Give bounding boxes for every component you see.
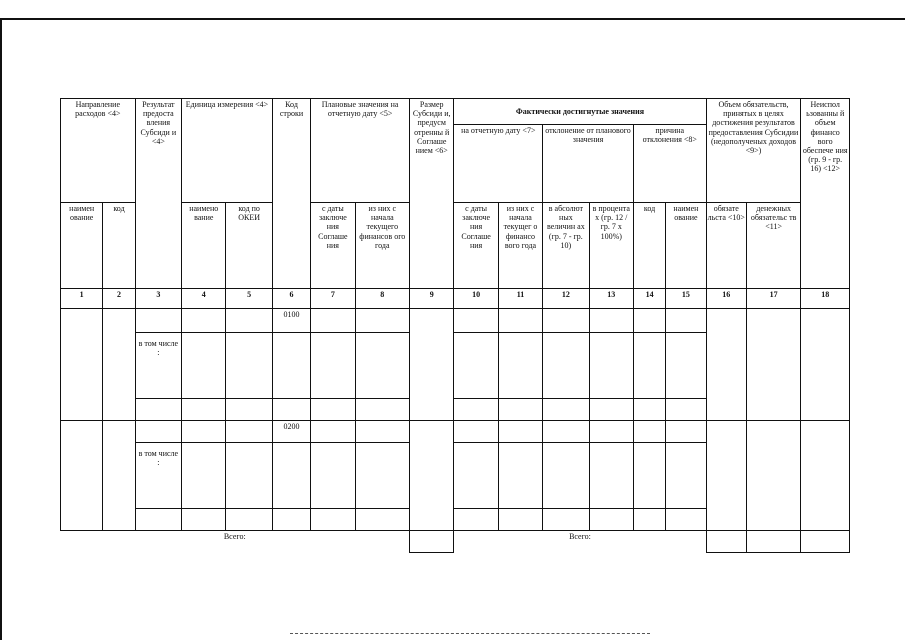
cell (272, 399, 310, 421)
header-result: Результат предоста вления Субсиди и <4> (135, 99, 181, 289)
subheader-unit-name: наимено вание (182, 203, 226, 289)
cell (633, 421, 665, 443)
page-frame-left (0, 18, 2, 640)
column-number: 13 (589, 289, 633, 309)
cell (311, 399, 355, 421)
total-unused-cell (801, 531, 850, 553)
column-number: 7 (311, 289, 355, 309)
cell (543, 309, 589, 333)
cell (135, 399, 181, 421)
subheader-unit-okei: код по ОКЕИ (226, 203, 272, 289)
total-obligations-cell (706, 531, 746, 553)
including-label: в том числе : (135, 333, 181, 399)
cell (589, 333, 633, 399)
including-label: в том числе : (135, 443, 181, 509)
cell (454, 421, 498, 443)
subheader-dev-abs: в абсолют ных величин ах (гр. 7 - гр. 10) (543, 203, 589, 289)
cell (454, 333, 498, 399)
cell (498, 399, 542, 421)
cell (589, 421, 633, 443)
page-frame-bottom (290, 633, 650, 635)
subsidy-report-table (60, 98, 850, 553)
cell (182, 509, 226, 531)
cell (633, 509, 665, 531)
cell (311, 309, 355, 333)
cell (182, 399, 226, 421)
page-frame-top (0, 18, 905, 20)
cell (103, 309, 135, 421)
cell (135, 421, 181, 443)
cell (746, 309, 800, 421)
cell (355, 399, 409, 421)
column-number: 6 (272, 289, 310, 309)
cell (633, 309, 665, 333)
total-label-1: Всего: (223, 532, 246, 541)
cell (633, 333, 665, 399)
cell (801, 309, 850, 421)
cell (498, 443, 542, 509)
column-number: 18 (801, 289, 850, 309)
cell (355, 509, 409, 531)
cell (498, 421, 542, 443)
header-direction: Направление расходов <4> (61, 99, 136, 203)
cell (182, 443, 226, 509)
cell (135, 309, 181, 333)
cell (226, 509, 272, 531)
cell (498, 333, 542, 399)
cell (801, 421, 850, 531)
cell (410, 309, 454, 421)
cell (103, 421, 135, 531)
cell (182, 421, 226, 443)
subheader-plan-from-year: из них с начала текущего финансов ого года (355, 203, 409, 289)
total-label-2: Всего: (569, 532, 591, 541)
cell (498, 309, 542, 333)
cell (589, 309, 633, 333)
column-number: 12 (543, 289, 589, 309)
cell (61, 309, 103, 421)
cell (454, 309, 498, 333)
header-obligations: Объем обязательств, принятых в целях достижения результатов предоставления Субсидии (недополученых доходов <9>) (706, 99, 801, 203)
cell (311, 333, 355, 399)
cell (666, 333, 706, 399)
subheader-obl-monetary: денежных обязательс тв <11> (746, 203, 800, 289)
cell (543, 443, 589, 509)
cell (135, 509, 181, 531)
cell (226, 443, 272, 509)
total-subsidy-cell (410, 531, 454, 553)
cell (706, 421, 746, 531)
header-unused: Неиспол ьзованны й объем финансо вого обеспече ния (гр. 9 - гр. 16) <12> (801, 99, 850, 289)
header-deviation: отклонение от планового значения (543, 125, 634, 203)
column-number: 3 (135, 289, 181, 309)
subheader-dev-pct: в процента х (гр. 12 / гр. 7 х 100%) (589, 203, 633, 289)
header-row-code: Код строки (272, 99, 310, 289)
subheader-dir-name: наимен ование (61, 203, 103, 289)
cell (182, 309, 226, 333)
subheader-plan-from-agreement: с даты заключе ния Соглаше ния (311, 203, 355, 289)
header-planned: Плановые значения на отчетную дату <5> (311, 99, 410, 203)
cell (355, 309, 409, 333)
header-actual: Фактически достигнутые значения (454, 99, 706, 125)
header-unit: Единица измерения <4> (182, 99, 273, 203)
cell (666, 509, 706, 531)
cell (543, 333, 589, 399)
cell (746, 421, 800, 531)
row-code-cell: 0200 (272, 421, 310, 443)
cell (355, 421, 409, 443)
cell (226, 399, 272, 421)
cell (311, 421, 355, 443)
cell (543, 399, 589, 421)
cell (355, 443, 409, 509)
subheader-reason-name: наимен ование (666, 203, 706, 289)
subheader-reason-code: код (633, 203, 665, 289)
cell (666, 399, 706, 421)
cell (633, 443, 665, 509)
column-number: 8 (355, 289, 409, 309)
column-number: 10 (454, 289, 498, 309)
cell (226, 333, 272, 399)
cell (543, 421, 589, 443)
cell (589, 399, 633, 421)
totals-row (61, 531, 850, 553)
header-reason: причина отклонения <8> (633, 125, 706, 203)
cell (498, 509, 542, 531)
cell (226, 421, 272, 443)
cell (589, 509, 633, 531)
cell (454, 443, 498, 509)
cell (272, 509, 310, 531)
row-code-cell: 0100 (272, 309, 310, 333)
cell (666, 443, 706, 509)
column-number: 9 (410, 289, 454, 309)
table-row (61, 421, 850, 443)
subheader-obl-obligations: обязате льста <10> (706, 203, 746, 289)
subheader-dir-code: код (103, 203, 135, 289)
column-number: 16 (706, 289, 746, 309)
column-number: 17 (746, 289, 800, 309)
column-number: 14 (633, 289, 665, 309)
total-monetary-cell (746, 531, 800, 553)
table-row (61, 309, 850, 333)
cell (272, 333, 310, 399)
cell (666, 309, 706, 333)
column-number: 2 (103, 289, 135, 309)
column-number: 5 (226, 289, 272, 309)
header-on-date: на отчетную дату <7> (454, 125, 543, 203)
cell (410, 421, 454, 531)
subheader-act-from-agreement: с даты заключе ния Соглаше ния (454, 203, 498, 289)
header-subsidy-size: Размер Субсиди и, предусм отренны й Соглаше нием <6> (410, 99, 454, 289)
cell (589, 443, 633, 509)
cell (311, 509, 355, 531)
column-number: 15 (666, 289, 706, 309)
cell (666, 421, 706, 443)
cell (311, 443, 355, 509)
cell (182, 333, 226, 399)
cell (226, 309, 272, 333)
cell (633, 399, 665, 421)
column-number: 4 (182, 289, 226, 309)
column-number: 11 (498, 289, 542, 309)
subheader-act-from-year: из них с начала текущег о финансо вого года (498, 203, 542, 289)
cell (706, 309, 746, 421)
cell (454, 399, 498, 421)
column-number: 1 (61, 289, 103, 309)
cell (272, 443, 310, 509)
cell (543, 509, 589, 531)
cell (454, 509, 498, 531)
cell (61, 421, 103, 531)
cell (355, 333, 409, 399)
